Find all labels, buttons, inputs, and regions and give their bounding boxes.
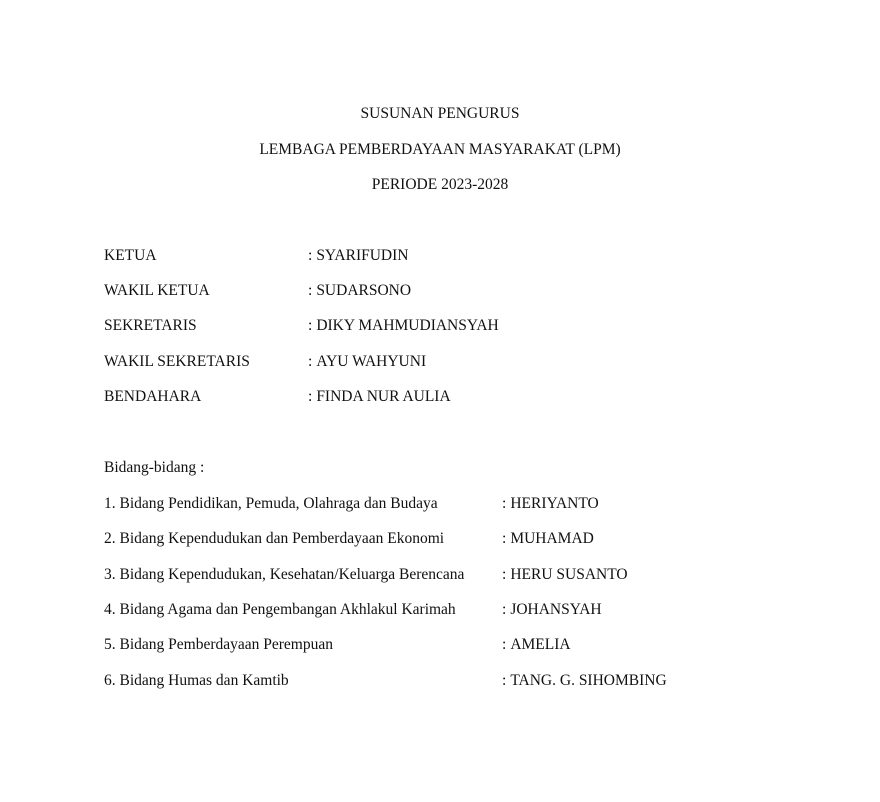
colon-separator: : bbox=[502, 636, 507, 653]
officer-role: SEKRETARIS bbox=[104, 317, 197, 334]
colon-separator: : bbox=[502, 672, 507, 689]
field-name: TANG. G. SIHOMBING bbox=[510, 672, 667, 689]
officer-role: KETUA bbox=[104, 247, 157, 264]
officer-row-ketua bbox=[104, 246, 804, 266]
field-name: MUHAMAD bbox=[510, 530, 594, 547]
field-name-wrap bbox=[502, 635, 571, 655]
field-label: 2. Bidang Kependudukan dan Pemberdayaan Ekonomi bbox=[104, 530, 445, 547]
field-row bbox=[104, 529, 804, 549]
field-name: AMELIA bbox=[510, 636, 571, 653]
colon-separator: : bbox=[502, 601, 507, 618]
field-label: 5. Bidang Pemberdayaan Perempuan bbox=[104, 636, 333, 653]
officer-name-wrap bbox=[308, 352, 426, 372]
officer-name: SUDARSONO bbox=[316, 282, 412, 299]
field-name-wrap bbox=[502, 600, 602, 620]
title-line-1: SUSUNAN PENGURUS bbox=[360, 105, 520, 122]
officer-name: AYU WAHYUNI bbox=[316, 353, 427, 370]
colon-separator: : bbox=[308, 282, 313, 299]
fields-heading: Bidang-bidang : bbox=[104, 459, 205, 476]
officer-name: DIKY MAHMUDIANSYAH bbox=[316, 317, 499, 334]
field-label: 6. Bidang Humas dan Kamtib bbox=[104, 672, 289, 689]
field-name-wrap bbox=[502, 494, 599, 514]
colon-separator: : bbox=[308, 388, 313, 405]
field-row bbox=[104, 494, 804, 514]
officer-row-sekretaris bbox=[104, 316, 804, 336]
field-label: 3. Bidang Kependudukan, Kesehatan/Keluarga Berencana bbox=[104, 566, 465, 583]
officer-row-wakil-ketua bbox=[104, 281, 804, 301]
colon-separator: : bbox=[502, 566, 507, 583]
field-name: HERIYANTO bbox=[510, 495, 599, 512]
colon-separator: : bbox=[502, 495, 507, 512]
colon-separator: : bbox=[308, 317, 313, 334]
colon-separator: : bbox=[502, 530, 507, 547]
officer-name-wrap bbox=[308, 246, 408, 266]
field-row bbox=[104, 600, 804, 620]
officer-role: WAKIL KETUA bbox=[104, 282, 210, 299]
colon-separator: : bbox=[308, 353, 313, 370]
field-row bbox=[104, 635, 804, 655]
field-name-wrap bbox=[502, 565, 628, 585]
field-row bbox=[104, 565, 804, 585]
officer-name-wrap bbox=[308, 281, 411, 301]
field-name: HERU SUSANTO bbox=[510, 566, 628, 583]
officer-name-wrap bbox=[308, 316, 499, 336]
field-row bbox=[104, 671, 804, 691]
officer-name-wrap bbox=[308, 387, 451, 407]
officer-row-wakil-sekretaris bbox=[104, 352, 804, 372]
colon-separator: : bbox=[308, 247, 313, 264]
title-line-3: PERIODE 2023-2028 bbox=[371, 176, 509, 193]
officer-role: WAKIL SEKRETARIS bbox=[104, 353, 250, 370]
title-line-2: LEMBAGA PEMBERDAYAAN MASYARAKAT (LPM) bbox=[259, 141, 621, 158]
field-name-wrap bbox=[502, 529, 594, 549]
officer-name: SYARIFUDIN bbox=[316, 247, 409, 264]
field-name-wrap bbox=[502, 671, 667, 691]
officer-name: FINDA NUR AULIA bbox=[316, 388, 451, 405]
officer-role: BENDAHARA bbox=[104, 388, 202, 405]
field-label: 4. Bidang Agama dan Pengembangan Akhlakul Karimah bbox=[104, 601, 456, 618]
field-label: 1. Bidang Pendidikan, Pemuda, Olahraga dan Budaya bbox=[104, 495, 438, 512]
field-name: JOHANSYAH bbox=[510, 601, 602, 618]
officer-row-bendahara bbox=[104, 387, 804, 407]
